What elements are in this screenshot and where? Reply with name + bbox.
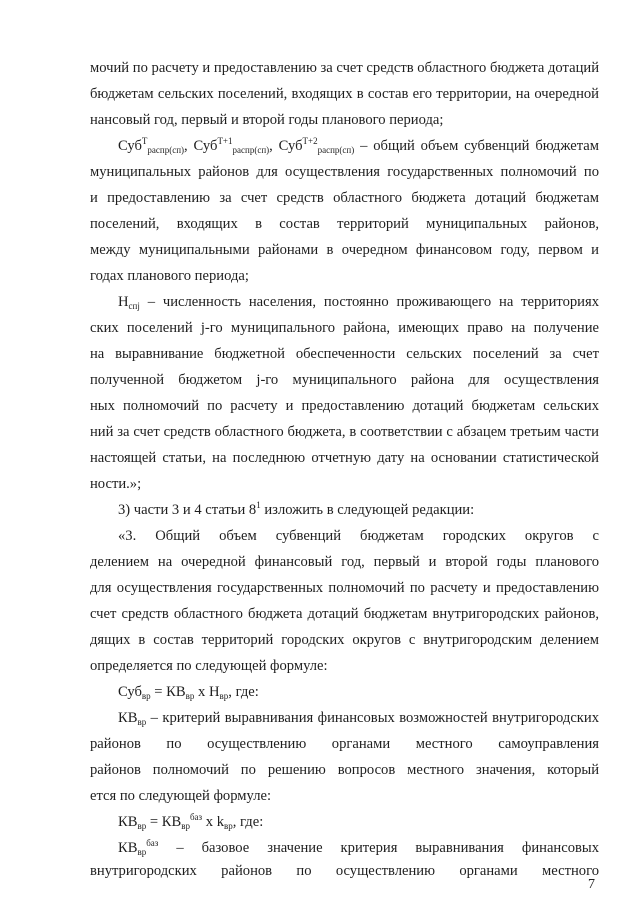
text-line: настоящей статьи, на последнюю отчетную дату на основании статистической: [90, 450, 599, 466]
base-criterion-definition-line: $КВ_{вр}^{баз}$ – базовое значение критерия выравнивания финансовых: [118, 838, 599, 857]
population-definition-line: $Н_{спj}$ – численность населения, постоянно проживающего на территориях: [118, 294, 599, 311]
text-line: между муниципальными районами в очередном финансовом году, первом и: [90, 242, 599, 258]
text-line: ных полномочий по расчету и предоставлению дотаций бюджетам сельских: [90, 398, 599, 414]
text-line: ности.»;: [90, 476, 142, 492]
text-line: нансовый год, первый и второй годы планового периода;: [90, 112, 444, 128]
subvention-definition-line: Суб$^Т_{распр(сп)}$, Суб$^{Т+1}_{распр(сп)}$, Суб$^{Т+2}_{распр(сп)}$ – общий объем субвенций бюджетам: [118, 136, 599, 155]
text-line: на выравнивание бюджетной обеспеченности сельских поселений за счет: [90, 346, 599, 362]
text-line: дящих в состав территорий городских округов с внутригородским делением: [90, 632, 599, 648]
text-line: делением на очередной финансовый год, первый и второй годы планового: [90, 554, 599, 570]
text-line: районов полномочий по решению вопросов местного значения, который: [90, 762, 599, 778]
amendment-item-3: 3) части 3 и 4 статьи $8^1$ изложить в следующей редакции:: [118, 500, 475, 518]
text-line: годах планового периода;: [90, 268, 249, 284]
text-line: муниципальных районов для осуществления государственных полномочий по: [90, 164, 599, 180]
text-line: поселений, входящих в состав территорий муниципальных районов,: [90, 216, 599, 232]
text-line: внутригородских районов по осуществлению органами местного: [90, 863, 599, 879]
text-line: счет средств областного бюджета дотаций бюджетам внутригородских районов,: [90, 606, 599, 622]
text-line: ний за счет средств областного бюджета, в соответствии с абзацем третьим части: [90, 424, 599, 440]
page-number: 7: [588, 877, 595, 892]
text-line: полученной бюджетом j-го муниципального района для осуществления: [90, 372, 599, 388]
text-line: ских поселений j-го муниципального района, имеющих право на получение: [90, 320, 599, 336]
text-line: ется по следующей формуле:: [90, 788, 272, 804]
text-line: «3. Общий объем субвенций бюджетам городских округов с: [118, 528, 599, 544]
criterion-definition-line: $КВ_{вр}$ – критерий выравнивания финансовых возможностей внутригородских: [118, 710, 599, 727]
text-line: мочий по расчету и предоставлению за счет средств областного бюджета дотаций: [90, 60, 599, 76]
text-line: и предоставлению за счет средств областного бюджета дотаций бюджетам: [90, 190, 599, 206]
text-line: определяется по следующей формуле:: [90, 658, 328, 674]
formula-subvention: $Суб_{вр} = КВ_{вр}$ х $Н_{вр}$, где:: [118, 684, 259, 701]
formula-criterion: $КВ_{вр} = КВ_{вр}^{баз}$ х $k_{вр}$, где:: [118, 812, 264, 831]
text-line: районов по осуществлению органами местного самоуправления: [90, 736, 599, 752]
text-line: для осуществления государственных полномочий по расчету и предоставлению: [90, 580, 599, 596]
text-line: бюджетам сельских поселений, входящих в состав его территории, на очередной: [90, 86, 599, 102]
